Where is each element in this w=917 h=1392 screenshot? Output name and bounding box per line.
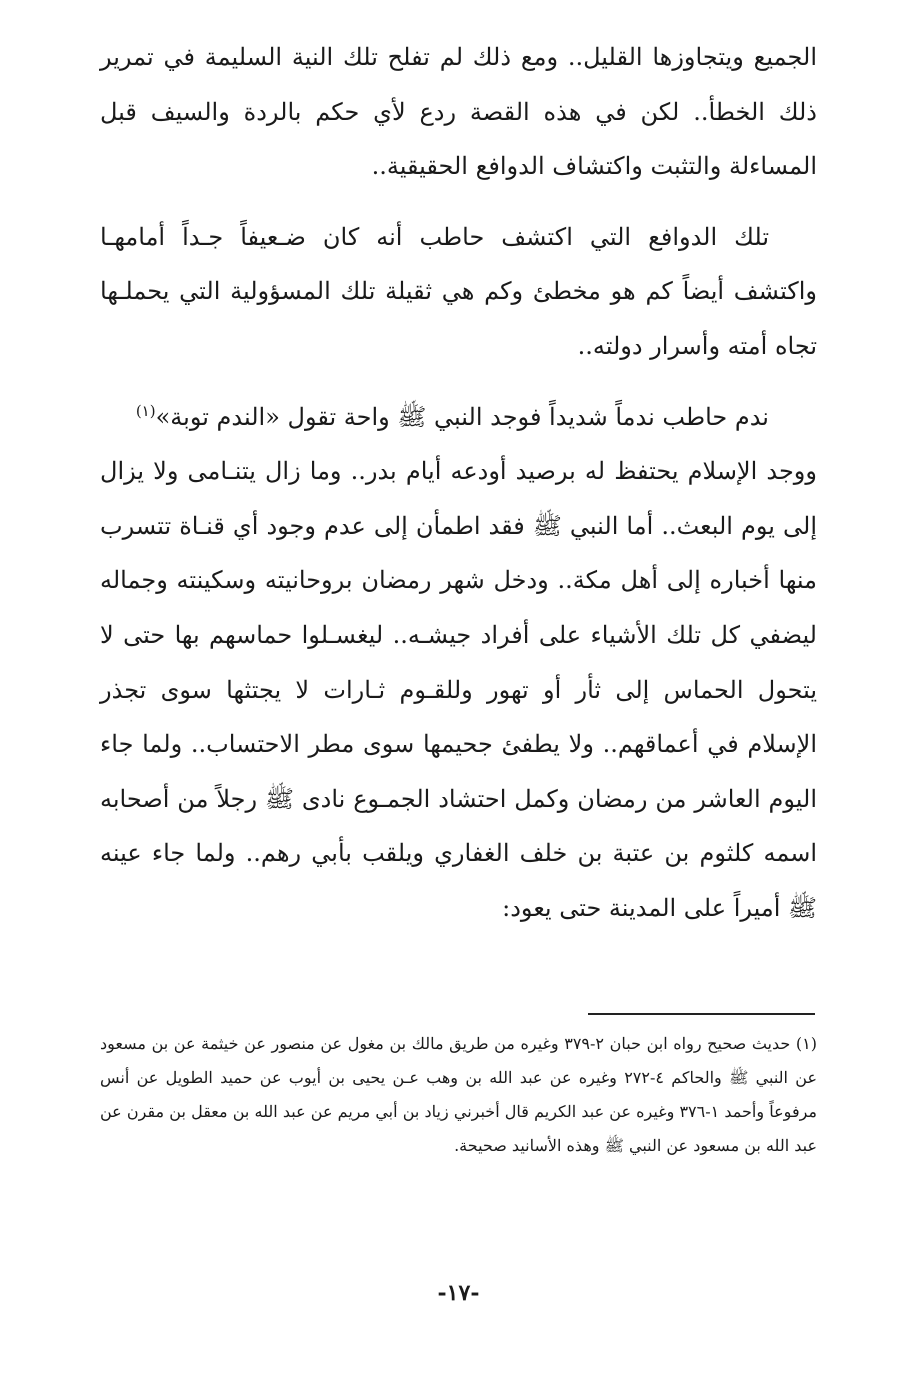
- paragraph-1: الجميع ويتجاوزها القليل.. ومع ذلك لم تفلح تلك النية السليمة في تمرير ذلك الخطأ.. لكن في هذه القصة ردع لأي حكم بالردة والسيف قبل المساءلة والتثبت واكتشاف الدوافع الحقيقية..: [100, 43, 817, 181]
- paragraph-3: [100, 390, 817, 445]
- footnote-separator: [588, 1013, 815, 1015]
- paragraph-4: ووجد الإسلام يحتفظ له برصيد أودعه أيام بدر.. وما زال يتنـامى ولا يزال إلى يوم البعث.. أما النبي ﷺ فقد اطمأن إلى عدم وجود أي قنـاة تتسرب منها أخباره إلى أهل مكة.. ودخل شهر رمضان بروحانيته وسكينته وجماله ليضفي كل تلك الأشياء على أفراد جيشـه.. ليغسـلوا حماسهم بها حتى لا يتحول الحماس إلى ثأر أو تهور وللقـوم ثـارات لا يجتثها سوى تجذر الإسلام في أعماقهم.. ولا يطفئ جحيمها سوى مطر الاحتساب.. ولما جاء اليوم العاشر من رمضان وكمل احتشاد الجمـوع نادى ﷺ رجلاً من أصحابه اسمه كلثوم بن عتبة بن خلف الغفاري ويلقب بأبي رهم.. ولما جاء عينه ﷺ أميراً على المدينة حتى يعود:: [100, 457, 818, 922]
- paragraph-2: تلك الدوافع التي اكتشف حاطب أنه كان ضـعيفاً جـداً أمامهـا واكتشف أيضاً كم هو مخطئ وكم هي ثقيلة تلك المسؤولية التي يحملـها تجاه أمته وأسرار دولته..: [100, 222, 817, 360]
- paragraph-3-text: ندم حاطب ندماً شديداً فوجد النبي ﷺ واحة تقول «الندم توبة»: [155, 402, 769, 431]
- footnote-reference: (١): [135, 401, 156, 420]
- page-number: -١٧-: [437, 1280, 480, 1306]
- main-text: [100, 30, 817, 952]
- footnote-text: (١) حديث صحيح رواه ابن حبان ٢-٣٧٩ وغيره من طريق مالك بن مغول عن منصور عن خيثمة عن بن مسعود عن النبي ﷺ والحاكم ٤-٢٧٢ وغيره عن عبد الله بن وهب عـن يحيى بن أيوب عن حميد الطويل عن أنس مرفوعاً وأحمد ١-٣٧٦ وغيره عن عبد الكريم قال أخبرني زياد بن أبي مريم عن عبد الله بن معقل بن مقرن عن عبد الله بن مسعود عن النبي ﷺ وهذه الأسانيد صحيحة.: [100, 1034, 818, 1155]
- footnote: [100, 1027, 817, 1163]
